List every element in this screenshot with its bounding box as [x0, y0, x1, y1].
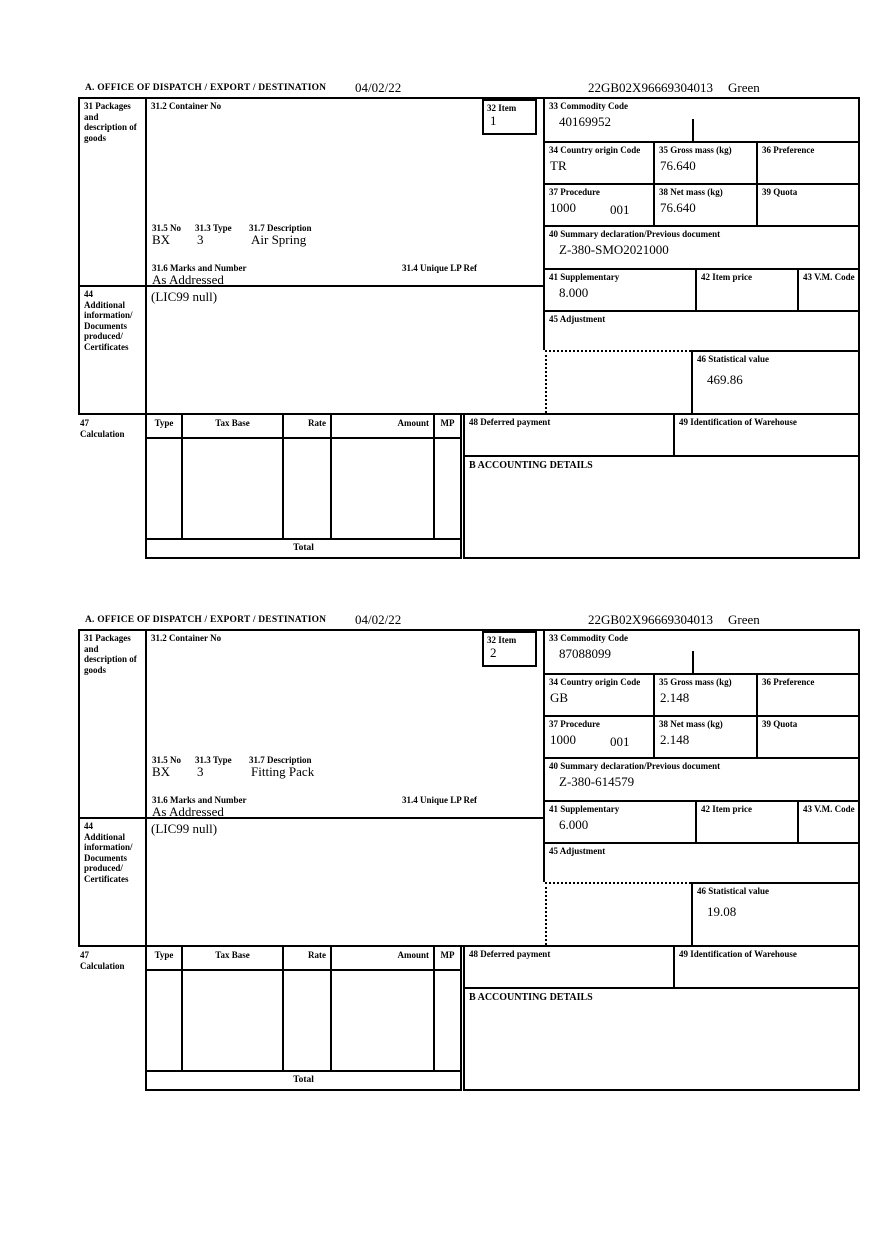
dispatch-date: 04/02/22 [355, 80, 402, 95]
calc-col-tax-base-cell [181, 969, 282, 1070]
calc-col-mp-header: MP [433, 945, 462, 969]
calc-col-amount-cell [330, 969, 433, 1070]
container-no-label: 31.2 Container No [151, 633, 222, 643]
deferred-payment-label: 48 Deferred payment [469, 417, 551, 427]
box-43-vm-code [797, 800, 860, 842]
calc-col-mp-cell [433, 969, 462, 1070]
packages-no-label: 31.5 No [152, 223, 181, 233]
box-45-adjustment [543, 842, 860, 882]
packages-no-value: BX [152, 764, 171, 779]
marks-number-value: As Addressed [152, 804, 224, 819]
marks-number-value: As Addressed [152, 272, 224, 287]
procedure-label: 37 Procedure [549, 719, 600, 729]
marks-number-label: 31.6 Marks and Number [152, 795, 247, 805]
net-mass-value: 2.148 [660, 731, 690, 747]
box-31-label: 31 Packages and description of goods [78, 629, 145, 817]
box-43-vm-code [797, 268, 860, 310]
box-44-label: 44 Additional information/ Documents produced/ Certificates [78, 817, 145, 945]
box-49-warehouse-id [673, 413, 860, 455]
calc-col-type-cell [145, 437, 181, 538]
office-of-dispatch-label: A. OFFICE OF DISPATCH / EXPORT / DESTINATION [85, 83, 327, 93]
net-mass-label: 38 Net mass (kg) [659, 719, 723, 729]
box-34-country-origin [543, 673, 653, 715]
box-46-statistical-value [691, 350, 860, 413]
summary-declaration-value: Z-380-614579 [559, 773, 635, 789]
vm-code-label: 43 V.M. Code [803, 272, 855, 282]
box-33-commodity [543, 97, 860, 141]
calc-total-row: Total [145, 538, 462, 559]
marks-number-label: 31.6 Marks and Number [152, 263, 247, 273]
country-origin-value: TR [550, 157, 567, 173]
box-32-item [482, 631, 537, 667]
box-39-quota [756, 183, 860, 225]
calc-col-rate-cell [282, 437, 330, 538]
goods-description-value: Fitting Pack [251, 764, 315, 779]
supplementary-value: 8.000 [559, 284, 589, 300]
statistical-value-value: 469.86 [707, 371, 743, 387]
quota-label: 39 Quota [762, 719, 798, 729]
box-42-item-price [695, 800, 797, 842]
procedure-value: 1000 [550, 731, 576, 747]
calc-col-mp-header: MP [433, 413, 462, 437]
accounting-details-label: B ACCOUNTING DETAILS [469, 460, 593, 471]
net-mass-label: 38 Net mass (kg) [659, 187, 723, 197]
commodity-code-value: 87088099 [559, 645, 611, 661]
declaration-mrn: 22GB02X96669304013 [588, 612, 713, 627]
box-38-net-mass [653, 715, 756, 757]
box-41-supplementary [543, 800, 695, 842]
summary-declaration-label: 40 Summary declaration/Previous document [549, 761, 721, 771]
box-49-warehouse-id [673, 945, 860, 987]
box-33-commodity [543, 629, 860, 673]
additional-info-value: (LIC99 null) [151, 289, 218, 304]
box-b-accounting-details [463, 987, 860, 1091]
calc-col-tax-base-cell [181, 437, 282, 538]
calc-col-tax-base-header: Tax Base [181, 413, 282, 437]
supplementary-value: 6.000 [559, 816, 589, 832]
box-44-label: 44 Additional information/ Documents produced/ Certificates [78, 285, 145, 413]
gross-mass-value: 2.148 [660, 689, 690, 705]
statistical-value-value: 19.08 [707, 903, 737, 919]
country-origin-label: 34 Country origin Code [549, 145, 641, 155]
adjustment-label: 45 Adjustment [549, 314, 606, 324]
commodity-code-separator [692, 651, 694, 675]
country-origin-label: 34 Country origin Code [549, 677, 641, 687]
box-31-2-container [145, 629, 543, 817]
dispatch-date: 04/02/22 [355, 612, 402, 627]
box-35-gross-mass [653, 141, 756, 183]
box-46-statistical-value [691, 882, 860, 945]
calc-col-type-header: Type [145, 945, 181, 969]
commodity-code-separator [692, 119, 694, 143]
warehouse-id-label: 49 Identification of Warehouse [679, 949, 797, 959]
box-31-label: 31 Packages and description of goods [78, 97, 145, 285]
item-price-label: 42 Item price [701, 272, 752, 282]
customs-item-form-2 [78, 612, 862, 1094]
gross-mass-value: 76.640 [660, 157, 696, 173]
calc-col-rate-cell [282, 969, 330, 1070]
commodity-code-label: 33 Commodity Code [549, 633, 628, 643]
box-b-accounting-details [463, 455, 860, 559]
net-mass-value: 76.640 [660, 199, 696, 215]
box-37-procedure [543, 183, 653, 225]
routing-status: Green [728, 80, 760, 95]
unique-lp-ref-label: 31.4 Unique LP Ref [402, 263, 478, 273]
calc-col-tax-base-header: Tax Base [181, 945, 282, 969]
box-38-net-mass [653, 183, 756, 225]
calc-col-rate-header: Rate [282, 413, 330, 437]
goods-description-label: 31.7 Description [249, 223, 312, 233]
item-number-value: 2 [490, 644, 497, 660]
customs-item-form-1 [78, 80, 862, 562]
statistical-value-label: 46 Statistical value [697, 354, 769, 364]
box-41-supplementary [543, 268, 695, 310]
calc-col-amount-cell [330, 437, 433, 538]
calc-col-amount-header: Amount [330, 945, 433, 969]
summary-declaration-label: 40 Summary declaration/Previous document [549, 229, 721, 239]
declaration-mrn: 22GB02X96669304013 [588, 80, 713, 95]
item-number-label: 32 Item [487, 635, 517, 645]
warehouse-id-label: 49 Identification of Warehouse [679, 417, 797, 427]
procedure-qualifier-value: 001 [610, 734, 630, 749]
summary-declaration-value: Z-380-SMO2021000 [559, 241, 669, 257]
goods-description-value: Air Spring [251, 232, 307, 247]
box-32-item [482, 99, 537, 135]
box-36-preference [756, 673, 860, 715]
office-of-dispatch-label: A. OFFICE OF DISPATCH / EXPORT / DESTINATION [85, 615, 327, 625]
preference-label: 36 Preference [762, 145, 815, 155]
package-type-value: 3 [197, 764, 204, 779]
procedure-value: 1000 [550, 199, 576, 215]
gross-mass-label: 35 Gross mass (kg) [659, 145, 732, 155]
calc-col-rate-header: Rate [282, 945, 330, 969]
supplementary-label: 41 Supplementary [549, 272, 620, 282]
quota-label: 39 Quota [762, 187, 798, 197]
calc-col-amount-header: Amount [330, 413, 433, 437]
adjustment-label: 45 Adjustment [549, 846, 606, 856]
deferred-payment-label: 48 Deferred payment [469, 949, 551, 959]
commodity-code-value: 40169952 [559, 113, 611, 129]
preference-label: 36 Preference [762, 677, 815, 687]
calc-col-type-cell [145, 969, 181, 1070]
commodity-code-label: 33 Commodity Code [549, 101, 628, 111]
gross-mass-label: 35 Gross mass (kg) [659, 677, 732, 687]
container-no-label: 31.2 Container No [151, 101, 222, 111]
item-number-label: 32 Item [487, 103, 517, 113]
additional-info-value: (LIC99 null) [151, 821, 218, 836]
box-35-gross-mass [653, 673, 756, 715]
calculation-dotted-region [545, 882, 691, 945]
box-36-preference [756, 141, 860, 183]
package-type-label: 31.3 Type [195, 755, 232, 765]
box-37-procedure [543, 715, 653, 757]
box-44-value [145, 285, 543, 413]
item-price-label: 42 Item price [701, 804, 752, 814]
box-39-quota [756, 715, 860, 757]
package-type-value: 3 [197, 232, 204, 247]
unique-lp-ref-label: 31.4 Unique LP Ref [402, 795, 478, 805]
calc-col-type-header: Type [145, 413, 181, 437]
goods-description-label: 31.7 Description [249, 755, 312, 765]
package-type-label: 31.3 Type [195, 223, 232, 233]
box-45-adjustment [543, 310, 860, 350]
procedure-label: 37 Procedure [549, 187, 600, 197]
calc-col-mp-cell [433, 437, 462, 538]
supplementary-label: 41 Supplementary [549, 804, 620, 814]
calculation-dotted-region [545, 350, 691, 413]
box-40-summary-declaration [543, 757, 860, 800]
packages-no-value: BX [152, 232, 171, 247]
box-34-country-origin [543, 141, 653, 183]
accounting-details-label: B ACCOUNTING DETAILS [469, 992, 593, 1003]
calc-total-row: Total [145, 1070, 462, 1091]
packages-no-label: 31.5 No [152, 755, 181, 765]
box-44-value [145, 817, 543, 945]
procedure-qualifier-value: 001 [610, 202, 630, 217]
statistical-value-label: 46 Statistical value [697, 886, 769, 896]
box-31-2-container [145, 97, 543, 285]
box-47-label: 47 Calculation [80, 418, 125, 439]
country-origin-value: GB [550, 689, 569, 705]
box-42-item-price [695, 268, 797, 310]
box-47-label: 47 Calculation [80, 950, 125, 971]
item-number-value: 1 [490, 112, 497, 128]
box-48-deferred-payment [463, 413, 673, 455]
vm-code-label: 43 V.M. Code [803, 804, 855, 814]
routing-status: Green [728, 612, 760, 627]
box-48-deferred-payment [463, 945, 673, 987]
box-40-summary-declaration [543, 225, 860, 268]
